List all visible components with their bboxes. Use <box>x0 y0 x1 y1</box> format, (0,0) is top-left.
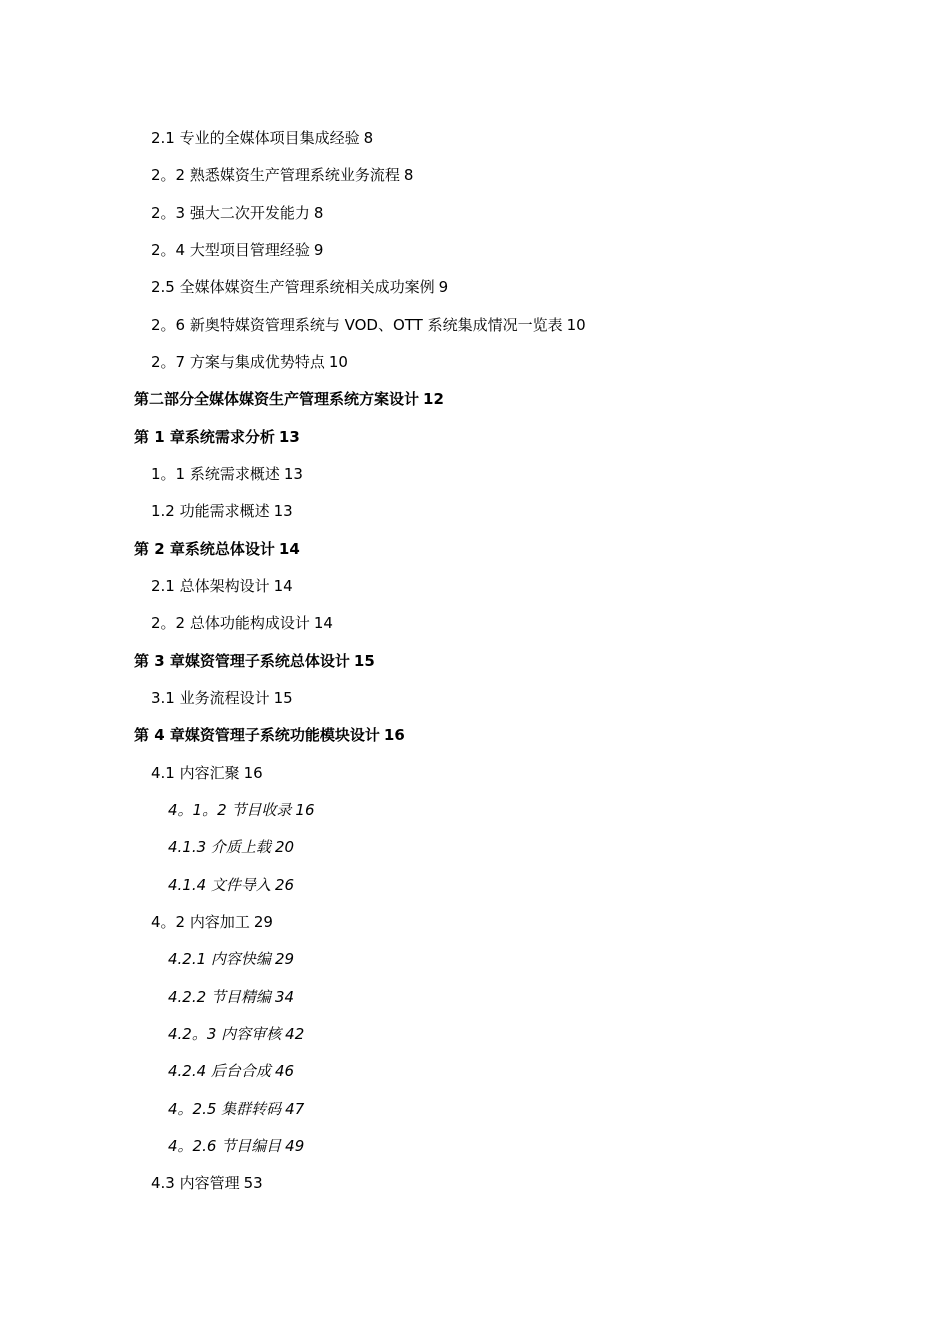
toc-page-number: 9 <box>438 278 449 297</box>
table-of-contents <box>0 124 950 1207</box>
toc-page-number: 46 <box>274 1062 295 1081</box>
toc-subentry[interactable] <box>0 1020 950 1057</box>
toc-entry-title: 第 3 章媒资管理子系统总体设计 <box>134 651 350 670</box>
toc-chapter-heading[interactable] <box>0 721 950 758</box>
toc-page-number: 10 <box>566 315 586 334</box>
toc-page-number: 13 <box>283 464 303 483</box>
toc-page-number: 29 <box>274 950 295 969</box>
toc-entry-title: 2.1 总体架构设计 <box>151 576 270 595</box>
toc-page-number: 14 <box>278 539 300 558</box>
toc-page-number: 14 <box>313 614 333 633</box>
toc-page-number: 10 <box>328 352 348 371</box>
toc-entry-title: 2。2 熟悉媒资生产管理系统业务流程 <box>151 166 400 185</box>
toc-chapter-heading[interactable] <box>0 535 950 572</box>
toc-entry-title: 2.1 专业的全媒体项目集成经验 <box>151 129 360 147</box>
toc-page-number: 16 <box>383 726 405 745</box>
toc-page-number: 20 <box>274 838 295 857</box>
toc-page-number: 12 <box>423 390 444 409</box>
toc-entry-title: 第 1 章系统需求分析 <box>134 427 275 446</box>
toc-entry[interactable] <box>0 273 950 310</box>
toc-entry-title: 4.2.4 后台合成 <box>168 1062 271 1081</box>
toc-entry[interactable] <box>0 348 950 385</box>
toc-entry-title: 4.2。3 内容审核 <box>168 1024 282 1043</box>
toc-entry-title: 4.1.3 介质上载 <box>168 838 271 857</box>
toc-page-number: 53 <box>243 1174 263 1193</box>
toc-entry[interactable] <box>0 1169 950 1206</box>
toc-entry-title: 4。2 内容加工 <box>151 912 250 931</box>
toc-entry-title: 4。2.6 节目编目 <box>168 1136 282 1155</box>
toc-entry[interactable] <box>0 572 950 609</box>
toc-entry-title: 2。2 总体功能构成设计 <box>151 614 310 633</box>
toc-entry[interactable] <box>0 311 950 348</box>
toc-subentry[interactable] <box>0 796 950 833</box>
toc-subentry[interactable] <box>0 983 950 1020</box>
toc-entry-title: 4.2.2 节目精编 <box>168 987 271 1006</box>
toc-entry-title: 2。6 新奥特媒资管理系统与 VOD、OTT 系统集成情况一览表 <box>151 315 563 334</box>
toc-page-number: 16 <box>243 763 263 782</box>
toc-page-number: 8 <box>363 129 374 147</box>
toc-page-number: 13 <box>278 427 300 446</box>
toc-page-number: 29 <box>253 912 273 931</box>
toc-entry-title: 4。1。2 节目收录 <box>168 800 292 819</box>
toc-subentry[interactable] <box>0 1057 950 1094</box>
toc-entry-title: 2。7 方案与集成优势特点 <box>151 352 325 371</box>
toc-entry-title: 第二部分全媒体媒资生产管理系统方案设计 <box>134 390 420 409</box>
toc-entry-title: 4.1.4 文件导入 <box>168 875 271 894</box>
toc-page-number: 14 <box>273 576 293 595</box>
toc-entry[interactable] <box>0 236 950 273</box>
toc-entry-title: 2。4 大型项目管理经验 <box>151 240 310 259</box>
toc-page-number: 26 <box>274 875 295 894</box>
toc-entry-title: 第 4 章媒资管理子系统功能模块设计 <box>134 726 380 745</box>
toc-page-number: 8 <box>403 166 414 185</box>
toc-entry[interactable] <box>0 908 950 945</box>
toc-subentry[interactable] <box>0 871 950 908</box>
toc-entry[interactable] <box>0 497 950 534</box>
toc-entry[interactable] <box>0 609 950 646</box>
toc-subentry[interactable] <box>0 945 950 982</box>
toc-page-number: 34 <box>274 987 295 1006</box>
toc-entry-title: 4.3 内容管理 <box>151 1174 240 1193</box>
toc-page-number: 16 <box>295 800 315 819</box>
toc-page-number: 13 <box>273 502 293 521</box>
toc-entry[interactable] <box>0 759 950 796</box>
toc-page-number: 42 <box>285 1024 305 1043</box>
toc-entry[interactable] <box>0 199 950 236</box>
toc-entry-title: 1。1 系统需求概述 <box>151 464 280 483</box>
toc-entry-title: 3.1 业务流程设计 <box>151 688 270 707</box>
toc-page-number: 15 <box>273 688 293 707</box>
toc-subentry[interactable] <box>0 1095 950 1132</box>
toc-chapter-heading[interactable] <box>0 423 950 460</box>
toc-page-number: 8 <box>313 203 324 222</box>
toc-entry-title: 2。3 强大二次开发能力 <box>151 203 310 222</box>
toc-entry[interactable] <box>0 161 950 198</box>
toc-subentry[interactable] <box>0 833 950 870</box>
toc-entry-title: 4.2.1 内容快编 <box>168 950 271 969</box>
toc-page-number: 9 <box>313 240 324 259</box>
toc-entry-title: 1.2 功能需求概述 <box>151 502 270 521</box>
toc-part-heading[interactable] <box>0 385 950 422</box>
toc-entry[interactable] <box>0 460 950 497</box>
toc-entry[interactable] <box>0 124 950 161</box>
toc-chapter-heading[interactable] <box>0 647 950 684</box>
toc-page-number: 47 <box>285 1099 305 1118</box>
toc-entry-title: 4.1 内容汇聚 <box>151 763 240 782</box>
toc-entry-title: 2.5 全媒体媒资生产管理系统相关成功案例 <box>151 278 435 297</box>
toc-page-number: 15 <box>353 651 375 670</box>
toc-subentry[interactable] <box>0 1132 950 1169</box>
toc-entry[interactable] <box>0 684 950 721</box>
toc-page-number: 49 <box>285 1136 305 1155</box>
toc-entry-title: 第 2 章系统总体设计 <box>134 539 275 558</box>
toc-entry-title: 4。2.5 集群转码 <box>168 1099 282 1118</box>
